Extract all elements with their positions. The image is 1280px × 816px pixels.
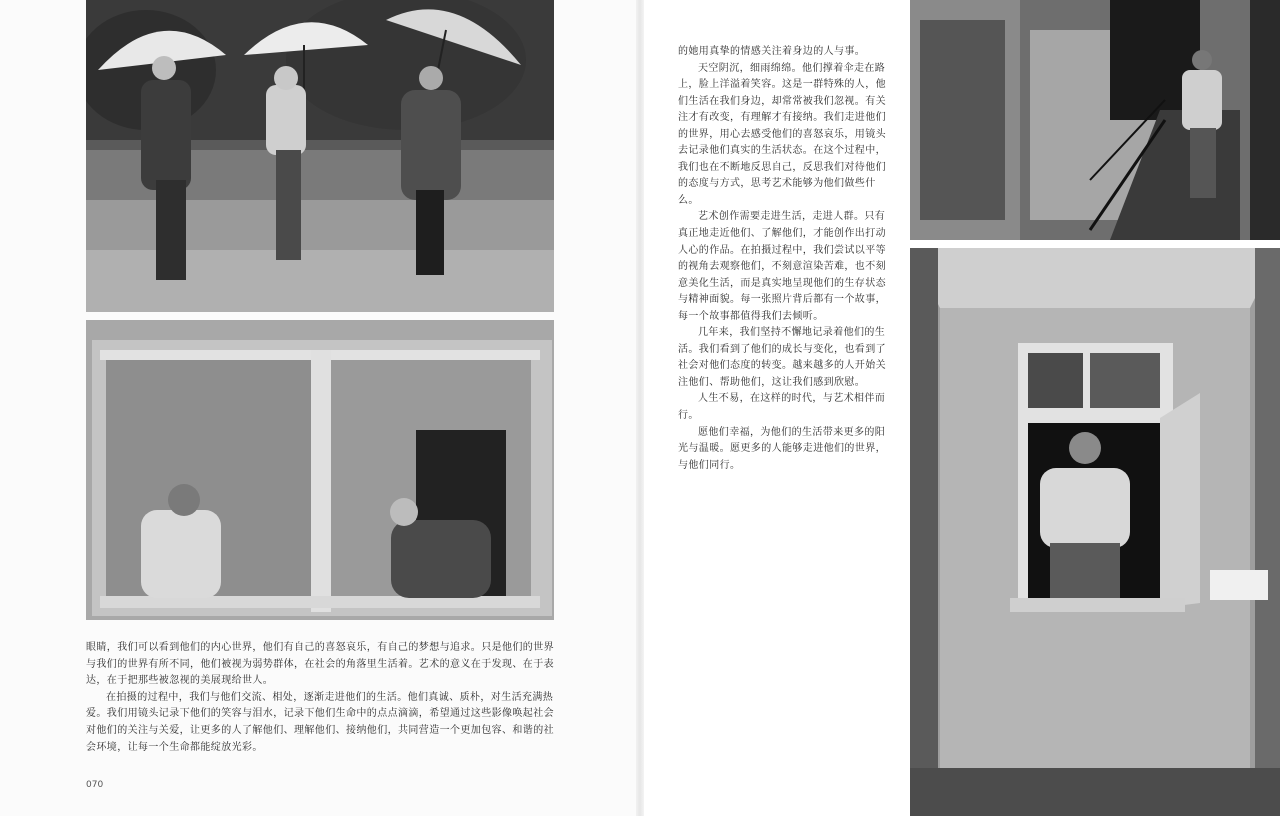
- spread-gutter: [636, 0, 644, 816]
- left-body-text: [86, 640, 554, 756]
- photo-booth-window: [910, 248, 1280, 816]
- photo-window: [86, 320, 554, 620]
- right-paragraph-4: 几年来，我们坚持不懈地记录着他们的生活。我们看到了他们的成长与变化，也看到了社会对他们态度的转变。越来越多的人开始关注他们、帮助他们，这让我们感到欣慰。: [678, 327, 886, 388]
- right-paragraph-3: 艺术创作需要走进生活，走进人群。只有真正地走近他们、了解他们，才能创作出打动人心的作品。在拍摄过程中，我们尝试以平等的视角去观察他们，不刻意渲染苦难，也不刻意美化生活，而是真实地呈现他们的生存状态与精神面貌。每一张照片背后都有一个故事，每一个故事都值得我们去倾听。: [678, 211, 886, 322]
- photo-staircase: [910, 0, 1280, 240]
- left-paragraph-1: 眼睛，我们可以看到他们的内心世界，他们有自己的喜怒哀乐，有自己的梦想与追求。只是他们的世界与我们的世界有所不同，他们被视为弱势群体，在社会的角落里生活着。艺术的意义在于发现、在于表达，在于把那些被忽视的美展现给世人。: [86, 642, 554, 687]
- right-paragraph-6: 愿他们幸福，为他们的生活带来更多的阳光与温暖。愿更多的人能够走进他们的世界，与他们同行。: [678, 426, 886, 471]
- right-paragraph-2: 天空阴沉，细雨绵绵。他们撑着伞走在路上，脸上洋溢着笑容。这是一群特殊的人，他们生活在我们身边，却常常被我们忽视。有关注才有改变，有理解才有接纳。我们走进他们的世界，用心去感受他们的喜怒哀乐，用镜头去记录他们真实的生活状态。在这个过程中，我们也在不断地反思自己，反思我们对待他们的态度与方式，思考艺术能够为他们做些什么。: [678, 62, 886, 206]
- right-column-text: [678, 44, 890, 474]
- right-paragraph-5: 人生不易，在这样的时代，与艺术相伴而行。: [678, 393, 886, 422]
- photo-umbrellas: [86, 0, 554, 312]
- right-paragraph-1: 的她用真挚的情感关注着身边的人与事。: [678, 46, 866, 57]
- left-paragraph-2: 在拍摄的过程中，我们与他们交流、相处，逐渐走进他们的生活。他们真诚、质朴，对生活充满热爱。我们用镜头记录下他们的笑容与泪水，记录下他们生命中的点点滴滴，希望通过这些影像唤起社会对他们的关注与关爱，让更多的人了解他们、理解他们、接纳他们，共同营造一个更加包容、和谐的社会环境，让每一个生命都能绽放光彩。: [86, 691, 554, 753]
- page-number: 070: [86, 780, 104, 790]
